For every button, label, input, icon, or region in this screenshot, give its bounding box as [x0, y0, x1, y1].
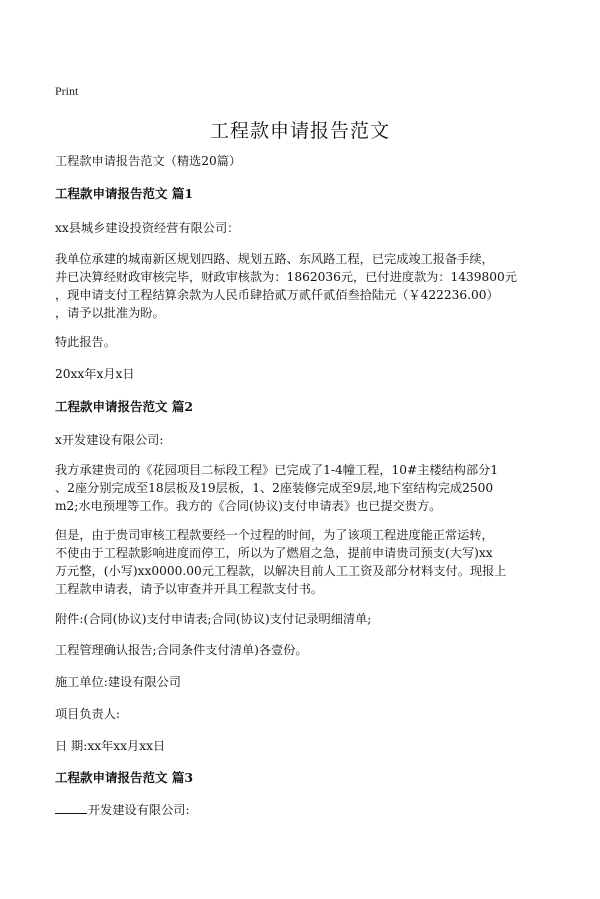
paragraph-line: 不使由于工程款影响进度而停工，所以为了燃眉之急，提前申请贵司预支(大写)xx [55, 546, 493, 560]
print-label: Print [55, 84, 79, 98]
section-2-heading: 工程款申请报告范文 篇2 [55, 399, 194, 414]
section-1-paragraph [55, 250, 555, 322]
paragraph-line: 我单位承建的城南新区规划四路、规划五路、东风路工程，已完成竣工报备手续， [55, 252, 494, 266]
section-3-addressee-line [55, 801, 555, 819]
section-1-date: 20xx年x月x日 [55, 367, 135, 381]
paragraph-line: 、2座分别完成至18层板及19层板，1、2座装修完成至9层,地下室结构完成2500 [55, 481, 494, 495]
section-3-heading: 工程款申请报告范文 篇3 [55, 770, 194, 785]
page-title: 工程款申请报告范文 [209, 120, 390, 142]
section-2-addressee: x开发建设有限公司: [55, 433, 164, 447]
subtitle: 工程款申请报告范文（精选20篇） [55, 154, 242, 168]
paragraph-line: ，请予以批准为盼。 [55, 306, 165, 320]
section-2-attachment-2: 工程管理确认报告;合同条件支付清单)各壹份。 [55, 643, 308, 657]
paragraph-line: 并已决算经财政审核完毕，财政审核款为：1862036元，已付进度款为：1439800元 [55, 270, 517, 284]
paragraph-line: m2;水电预埋等工作。我方的《合同(协议)支付申请表》也已提交贵方。 [55, 499, 442, 513]
paragraph-line: 我方承建贵司的《花园项目二标段工程》已完成了1-4幢工程，10#主楼结构部分1 [55, 463, 499, 477]
section-1-heading: 工程款申请报告范文 篇1 [55, 186, 194, 201]
section-2-manager: 项目负责人: [55, 707, 121, 721]
section-2-paragraph-1 [55, 461, 555, 515]
section-2-unit: 施工单位:建设有限公司 [55, 675, 181, 689]
section-1-closing: 特此报告。 [55, 335, 116, 349]
section-1-addressee: xx县城乡建设投资经营有限公司： [55, 221, 240, 235]
section-2-attachment: 附件:(合同(协议)支付申请表;合同(协议)支付记录明细清单; [55, 612, 372, 626]
blank-underline [55, 801, 87, 814]
section-2-paragraph-2 [55, 526, 555, 598]
paragraph-line: 但是，由于贵司审核工程款要经一个过程的时间，为了该项工程进度能正常运转， [55, 528, 494, 542]
section-3-addressee: 开发建设有限公司: [88, 803, 190, 817]
paragraph-line: 工程款申请表，请予以审查并开具工程款支付书。 [55, 582, 324, 596]
paragraph-line: ，现申请支付工程结算余款为人民币肆拾贰万贰仟贰佰叁拾陆元（￥422236.00） [55, 288, 499, 302]
paragraph-line: 万元整，(小写)xx0000.00元工程款，以解决目前人工工资及部分材料支付。现报上 [55, 564, 507, 578]
section-2-date: 日 期:xx年xx月xx日 [55, 739, 166, 753]
